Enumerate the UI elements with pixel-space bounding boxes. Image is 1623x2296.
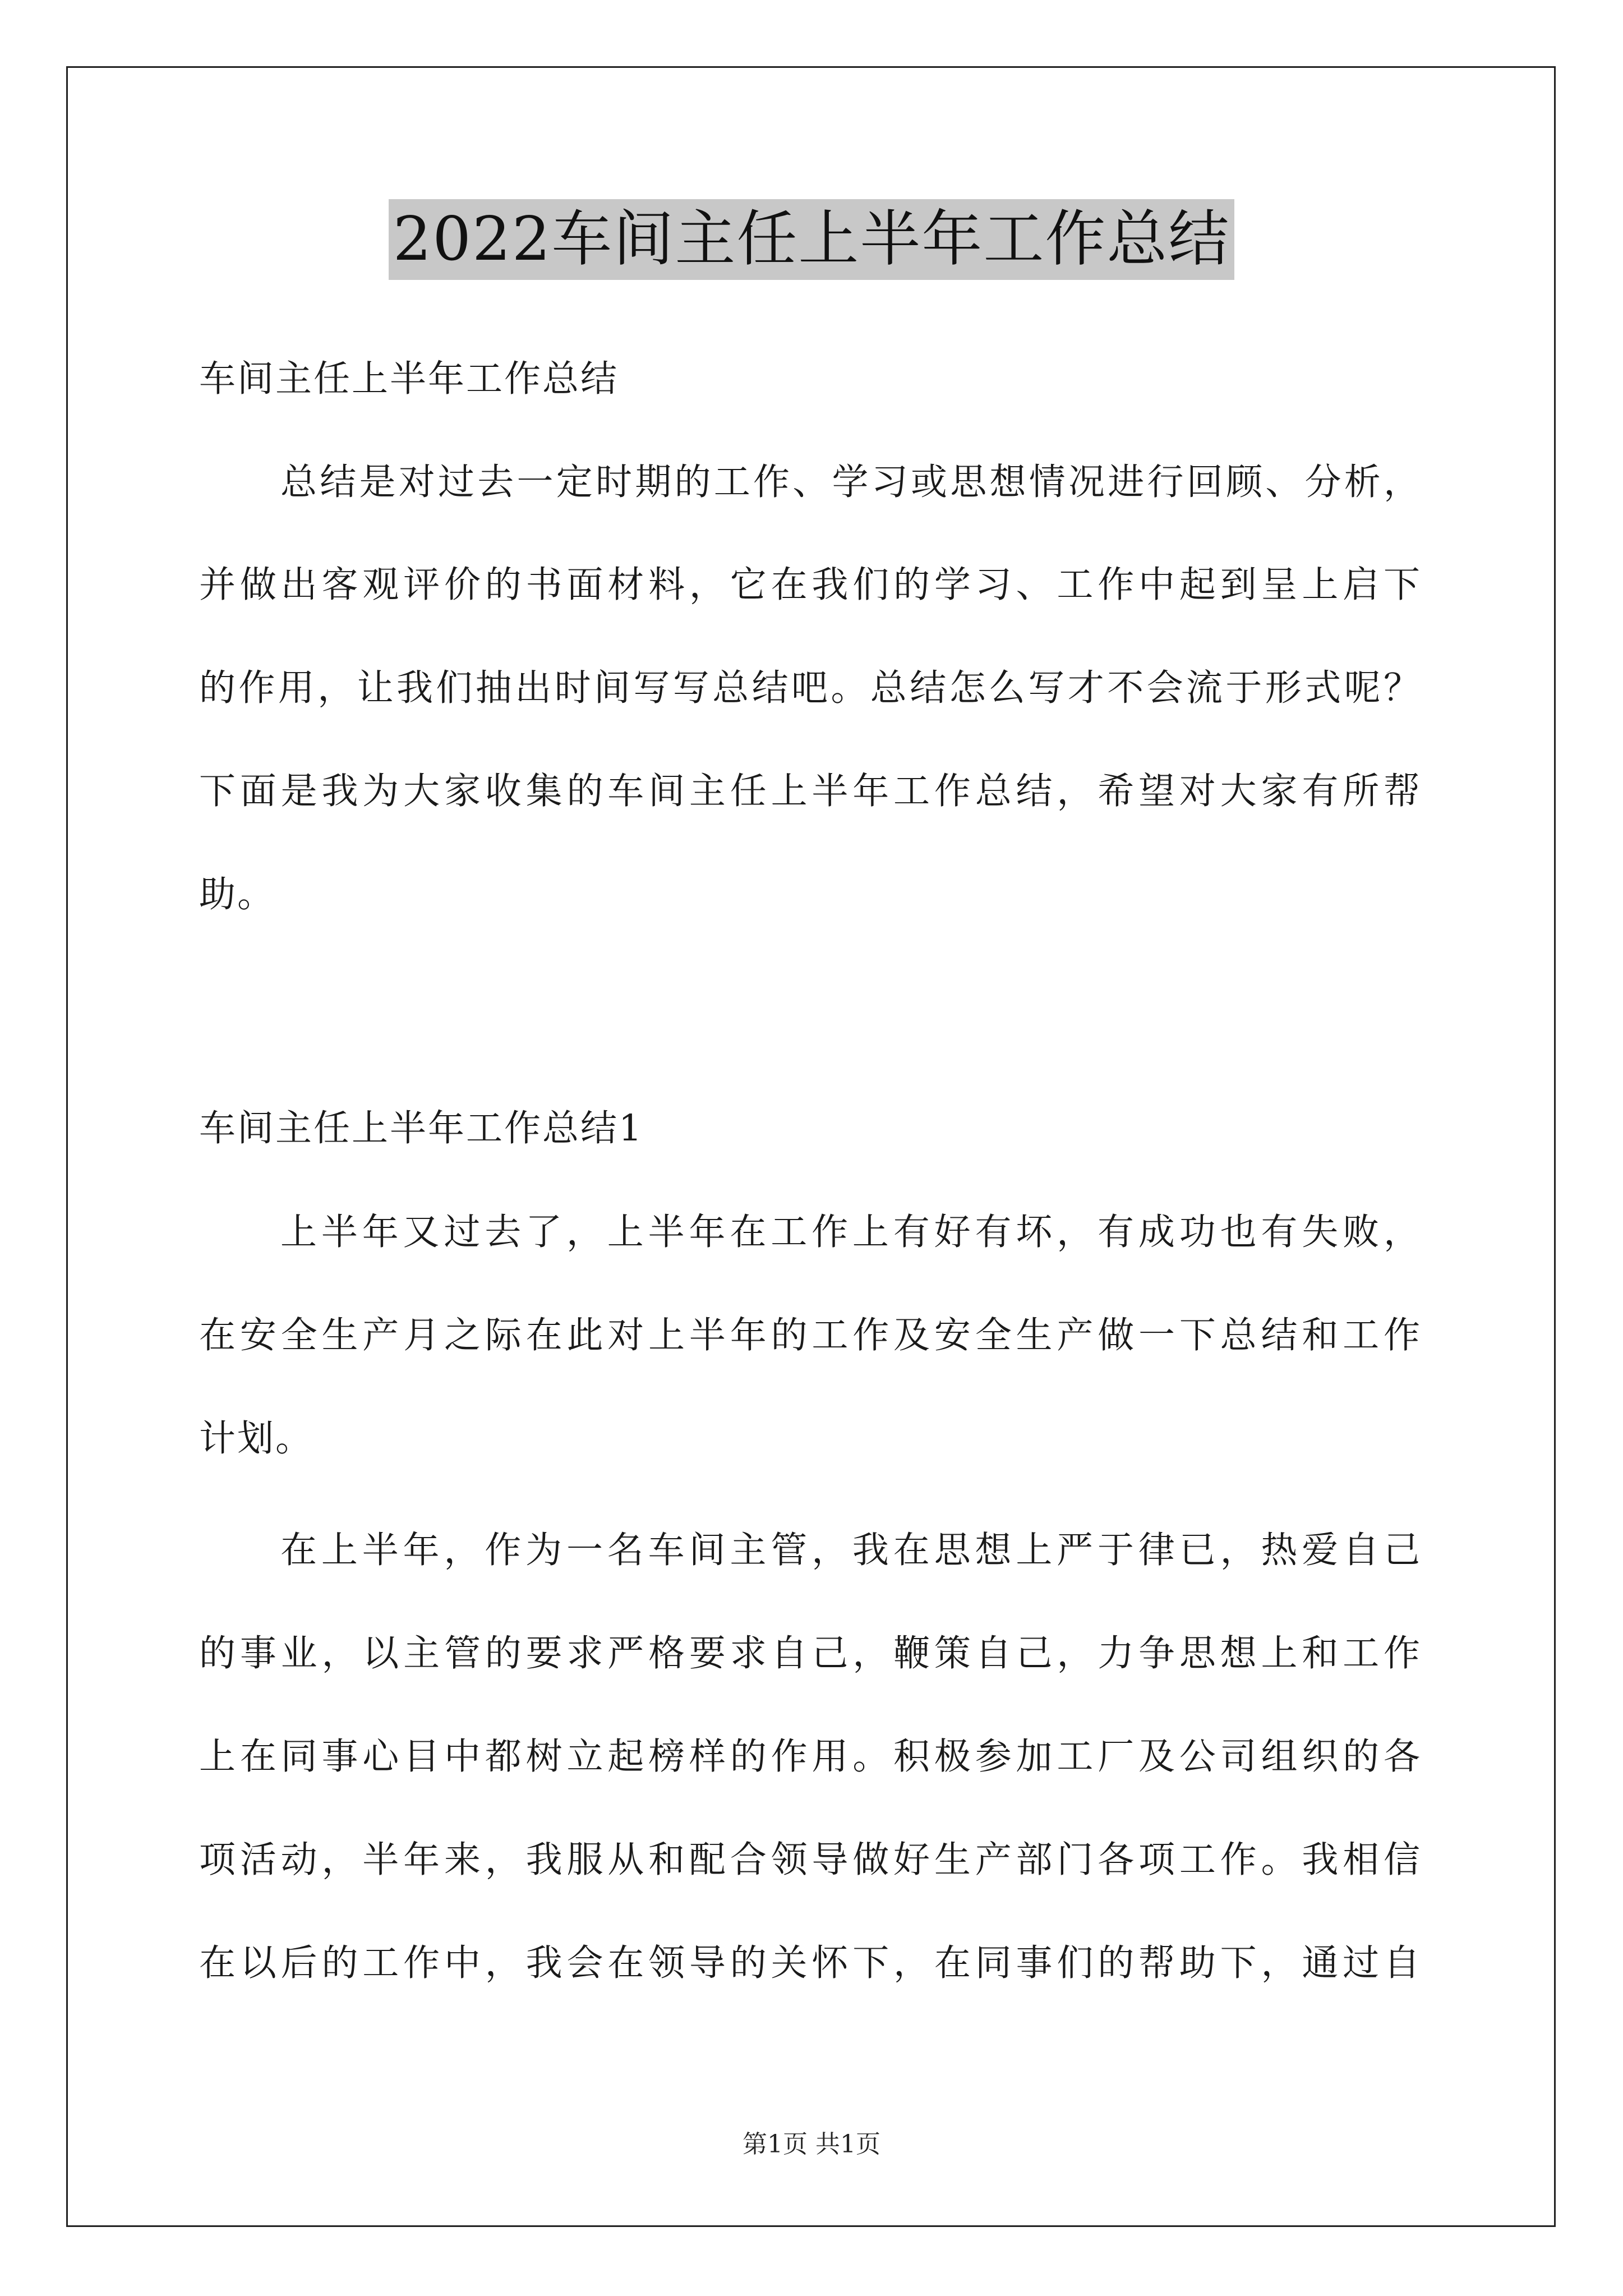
paragraph1-line-3: 计划。	[199, 1418, 314, 1460]
paragraph2-line-1: 在上半年，作为一名车间主管，我在思想上严于律已，热爱自己	[280, 1529, 1422, 1571]
intro-line-2: 并做出客观评价的书面材料，它在我们的学习、工作中起到呈上启下	[199, 564, 1422, 606]
document-title: 2022车间主任上半年工作总结	[389, 199, 1235, 280]
intro-line-4: 下面是我为大家收集的车间主任上半年工作总结，希望对大家有所帮	[199, 770, 1422, 812]
document-subtitle: 车间主任上半年工作总结	[199, 358, 619, 400]
paragraph1-line-1: 上半年又过去了，上半年在工作上有好有坏，有成功也有失败，	[280, 1211, 1422, 1253]
paragraph2-line-5: 在以后的工作中，我会在领导的关怀下，在同事们的帮助下，通过自	[199, 1942, 1422, 1984]
title-container	[0, 199, 1623, 280]
section-heading: 车间主任上半年工作总结1	[199, 1107, 644, 1149]
paragraph2-line-4: 项活动，半年来，我服从和配合领导做好生产部门各项工作。我相信	[199, 1839, 1422, 1881]
paragraph2-line-2: 的事业，以主管的要求严格要求自己，鞭策自己，力争思想上和工作	[199, 1632, 1422, 1674]
intro-line-1: 总结是对过去一定时期的工作、学习或思想情况进行回顾、分析，	[280, 461, 1422, 503]
intro-line-5: 助。	[199, 873, 276, 915]
paragraph2-line-3: 上在同事心目中都树立起榜样的作用。积极参加工厂及公司组织的各	[199, 1736, 1422, 1778]
intro-line-3: 的作用，让我们抽出时间写写总结吧。总结怎么写才不会流于形式呢？	[199, 667, 1422, 709]
paragraph1-line-2: 在安全生产月之际在此对上半年的工作及安全生产做一下总结和工作	[199, 1314, 1422, 1356]
page-number-footer: 第1页 共1页	[743, 2130, 880, 2159]
